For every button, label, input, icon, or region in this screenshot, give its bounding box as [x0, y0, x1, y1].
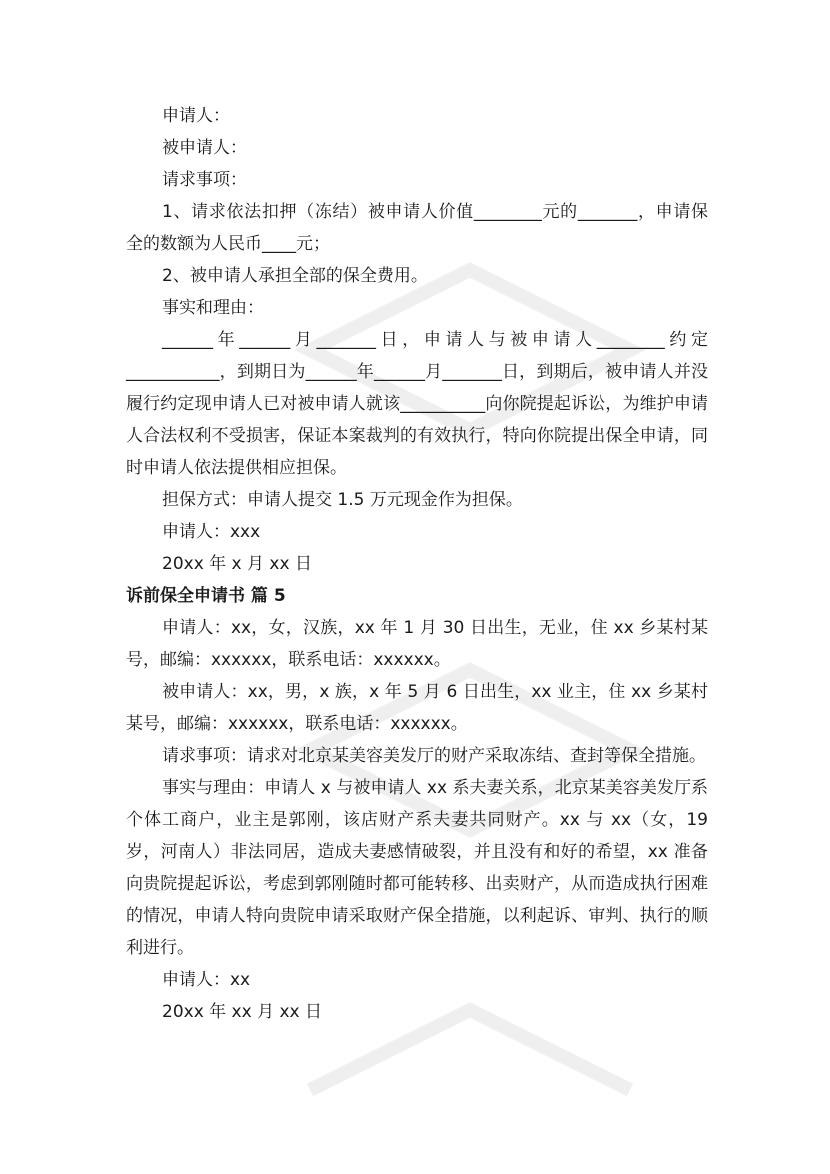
request-items: 请求事项：请求对北京某美容美发厅的财产采取冻结、查封等保全措施。	[162, 746, 706, 766]
request-items-label: 请求事项：	[162, 170, 247, 190]
signature-date-2: 20xx 年 xx 月 xx 日	[162, 1002, 323, 1022]
signature-applicant: 申请人：xxx	[162, 522, 261, 542]
facts-reasons-label: 事实和理由：	[162, 298, 264, 318]
facts-reasons-body: ______年______月_______日，申请人与被申请人________约定___________，到期日为______年______月_______日，到期后，被申请人并没履行约定现申请人已对被申请人就该__________向你院提起诉讼，为维护申请人合法权利不受损害，保证本案裁判的有效执行，特向你院提出保全申请，同时申请人依法提供相应担保。	[126, 330, 708, 478]
request-item-2: 2、被申请人承担全部的保全费用。	[162, 266, 428, 286]
respondent-info: 被申请人：xx，男，x 族，x 年 5 月 6 日出生，xx 业主，住 xx 乡某村某号，邮编：xxxxxx，联系电话：xxxxxx。	[126, 682, 708, 734]
guarantee-method: 担保方式：申请人提交 1.5 万元现金作为担保。	[162, 490, 523, 510]
applicant-label: 申请人：	[162, 106, 230, 126]
applicant-info: 申请人：xx，女，汉族，xx 年 1 月 30 日出生，无业，住 xx 乡某村某号，邮编：xxxxxx，联系电话：xxxxxx。	[126, 618, 708, 670]
facts-and-reasons: 事实与理由：申请人 x 与被申请人 xx 系夫妻关系，北京某美容美发厅系个体工商户，业主是郭刚，该店财产系夫妻共同财产。xx 与 xx（女，19 岁，河南人）非法同居，造成夫妻感情破裂，并且没有和好的希望，xx 准备向贵院提起诉讼，考虑到郭刚随时都可能转移、出卖财产，从而造成执行困难的情况，申请人特向贵院申请采取财产保全措施，以利起诉、审判、执行的顺利进行。	[126, 778, 708, 958]
request-item-1: 1、请求依法扣押（冻结）被申请人价值________元的_______，申请保全的数额为人民币____元；	[126, 202, 708, 254]
signature-date: 20xx 年 x 月 xx 日	[162, 554, 312, 574]
document-page	[126, 100, 708, 1028]
signature-applicant-2: 申请人：xx	[162, 970, 251, 990]
section-heading: 诉前保全申请书 篇 5	[126, 586, 286, 606]
respondent-label: 被申请人：	[162, 138, 247, 158]
